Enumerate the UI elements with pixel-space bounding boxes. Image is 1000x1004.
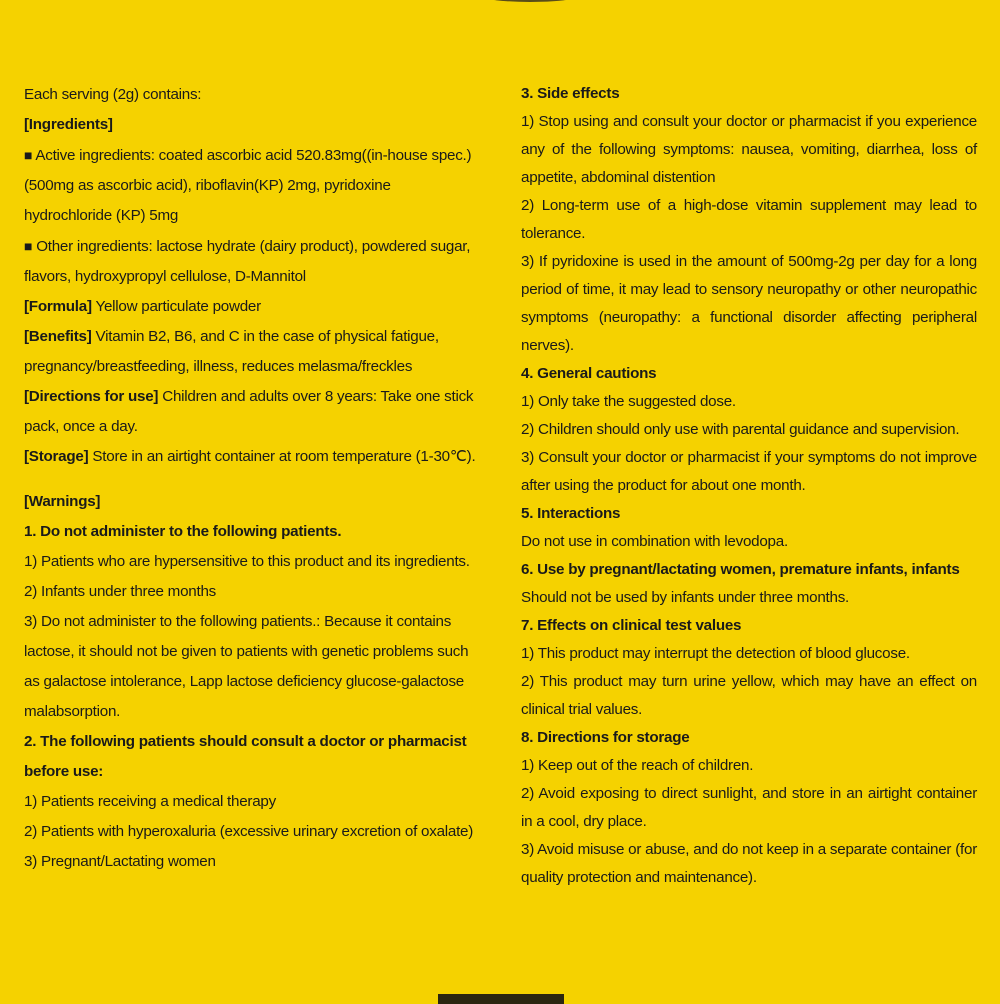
section-5-heading: 5. Interactions: [521, 505, 621, 522]
list-item: 3) Avoid misuse or abuse, and do not keep in a separate container (for quality protection and maintenance).: [521, 841, 977, 886]
warnings-heading: [Warnings]: [24, 493, 101, 510]
serving-info: Each serving (2g) contains:: [24, 86, 202, 103]
list-item: 1) Patients receiving a medical therapy: [24, 793, 276, 810]
active-ingredients-text: Active ingredients: coated ascorbic acid 520.83mg((in-house spec.) (500mg as ascorbic acid), riboflavin(KP) 2mg, pyridoxine hydrochloride (KP) 5mg: [24, 147, 472, 224]
active-ingredients: [24, 140, 480, 231]
directions-line: [24, 382, 480, 442]
directions-text: Children and adults over 8 years: Take one stick pack, once a day.: [24, 388, 474, 435]
right-column: [521, 80, 977, 892]
bottom-logo-graphic: [438, 994, 564, 1004]
formula-label: [Formula]: [24, 298, 92, 315]
benefits-line: [24, 322, 480, 382]
list-item: 1) Patients who are hypersensitive to this product and its ingredients.: [24, 553, 470, 570]
list-item: 2) Patients with hyperoxaluria (excessive urinary excretion of oxalate): [24, 823, 474, 840]
other-ingredients: [24, 231, 480, 292]
section-8-heading: 8. Directions for storage: [521, 729, 690, 746]
formula-line: [24, 292, 480, 322]
square-bullet-icon: ■: [24, 238, 33, 254]
list-item: 1) Only take the suggested dose.: [521, 393, 736, 410]
list-item: 2) Infants under three months: [24, 583, 216, 600]
list-item: 2) Avoid exposing to direct sunlight, and store in an airtight container in a cool, dry place.: [521, 785, 977, 830]
benefits-label: [Benefits]: [24, 328, 92, 345]
storage-label: [Storage]: [24, 448, 89, 465]
list-item: 2) This product may turn urine yellow, which may have an effect on clinical trial values.: [521, 673, 977, 718]
left-column: [24, 80, 480, 877]
list-item: 2) Long-term use of a high-dose vitamin supplement may lead to tolerance.: [521, 197, 977, 242]
list-item: 3) If pyridoxine is used in the amount of 500mg-2g per day for a long period of time, it may lead to sensory neuropathy or other neuropathic symptoms (neuropathy: a functional disorder affecting peripheral nerves).: [521, 253, 977, 354]
list-item: 3) Do not administer to the following patients.: Because it contains lactose, it should not be given to patients with genetic problems such as galactose intolerance, Lapp lactose deficiency glucose-galactose malabsorption.: [24, 613, 469, 720]
section-7-heading: 7. Effects on clinical test values: [521, 617, 742, 634]
pregnancy-text: Should not be used by infants under three months.: [521, 589, 850, 606]
list-item: 1) Keep out of the reach of children.: [521, 757, 754, 774]
product-image-top: [470, 0, 590, 2]
list-item: 1) This product may interrupt the detection of blood glucose.: [521, 645, 910, 662]
interactions-text: Do not use in combination with levodopa.: [521, 533, 788, 550]
other-ingredients-text: Other ingredients: lactose hydrate (dairy product), powdered sugar, flavors, hydroxypropyl cellulose, D-Mannitol: [24, 238, 471, 285]
section-2-heading: 2. The following patients should consult a doctor or pharmacist before use:: [24, 733, 467, 780]
ingredients-heading: [Ingredients]: [24, 116, 113, 133]
section-6-heading: 6. Use by pregnant/lactating women, premature infants, infants: [521, 561, 960, 578]
section-3-heading: 3. Side effects: [521, 85, 620, 102]
storage-text: Store in an airtight container at room temperature (1-30℃).: [88, 448, 476, 465]
directions-label: [Directions for use]: [24, 388, 159, 405]
section-1-heading: 1. Do not administer to the following patients.: [24, 523, 342, 540]
section-gap: [24, 472, 480, 487]
list-item: 3) Consult your doctor or pharmacist if your symptoms do not improve after using the product for about one month.: [521, 449, 977, 494]
storage-line: [24, 442, 480, 472]
section-4-heading: 4. General cautions: [521, 365, 657, 382]
list-item: 2) Children should only use with parental guidance and supervision.: [521, 421, 960, 438]
benefits-text: Vitamin B2, B6, and C in the case of physical fatigue, pregnancy/breastfeeding, illness, reduces melasma/freckles: [24, 328, 439, 375]
formula-text: Yellow particulate powder: [91, 298, 261, 315]
list-item: 1) Stop using and consult your doctor or pharmacist if you experience any of the following symptoms: nausea, vomiting, diarrhea, loss of appetite, abdominal distention: [521, 113, 977, 186]
list-item: 3) Pregnant/Lactating women: [24, 853, 216, 870]
square-bullet-icon: ■: [24, 147, 33, 163]
